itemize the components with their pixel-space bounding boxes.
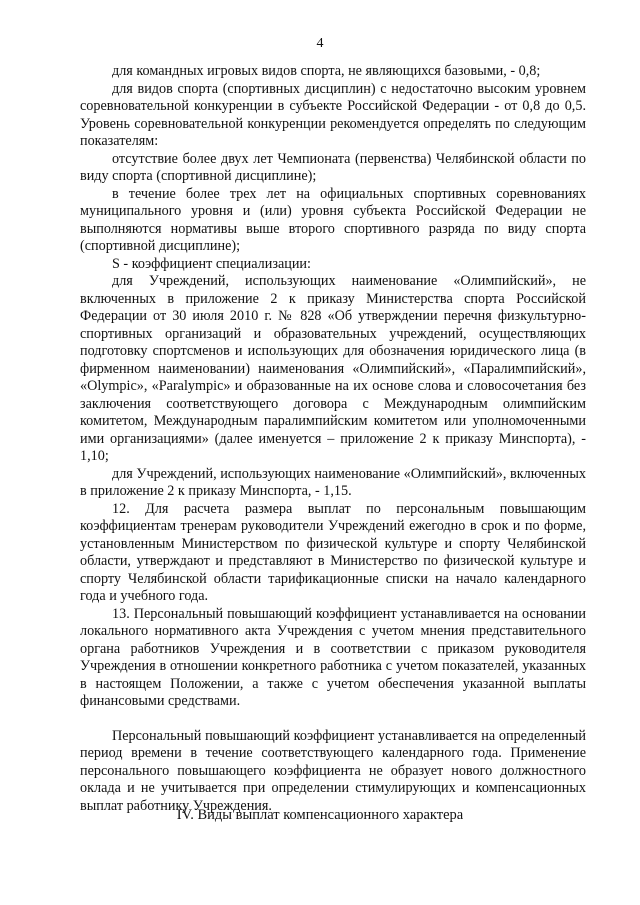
page-number: 4: [316, 36, 324, 51]
paragraph-olympic-included: для Учреждений, использующих наименование «Олимпийский», включенных в приложение 2 к приказу Минспорта, - 1,15.: [80, 465, 586, 499]
paragraph-personal-coefficient: Персональный повышающий коэффициент устанавливается на определенный период времени в течение соответствующего календарного года. Применение персонального повышающего коэффициента не образует нового должностного оклада и не учитывается при определении стимулирующих и компенсационных выплат работнику Учреждения.: [80, 727, 586, 814]
paragraph-no-championship: отсутствие более двух лет Чемпионата (первенства) Челябинской области по виду спорта (спортивной дисциплине);: [80, 150, 586, 184]
paragraph-item-12: 12. Для расчета размера выплат по персональным повышающим коэффициентам тренерам руководители Учреждений ежегодно в срок и по форме, установленным Министерством по физической культуре и спорту Челябинской области, утверждают и представляют в Министерство по физической культуре и спорту Челябинской области тарификационные списки на начало календарного года и учебного года.: [80, 500, 586, 604]
paragraph-low-competition: для видов спорта (спортивных дисциплин) с недостаточно высоким уровнем соревновательной конкуренции в субъекте Российской Федерации - от 0,8 до 0,5. Уровень соревновательной конкуренции рекомендуется определять по следующим показателям:: [80, 80, 586, 149]
paragraph-specialization-coefficient: S - коэффициент специализации:: [112, 255, 311, 272]
paragraph-team-sports: для командных игровых видов спорта, не являющихся базовыми, - 0,8;: [112, 63, 541, 79]
paragraph-item-13: 13. Персональный повышающий коэффициент устанавливается на основании локального нормативного акта Учреждения с учетом мнения представительного органа работников Учреждения и в соответствии с приказом руководителя Учреждения в отношении конкретного работника с учетом показателей, указанных в настоящем Положении, а также с учетом обеспечения указанной выплаты финансовыми средствами.: [80, 605, 586, 709]
section-heading: IV. Виды выплат компенсационного характера: [176, 807, 464, 823]
paragraph-olympic-not-included: для Учреждений, использующих наименование «Олимпийский», не включенных в приложение 2 к приказу Министерства спорта Российской Федерации от 30 июля 2010 г. № 828 «Об утверждении перечня физкультурно-спортивных организаций и образовательных учреждений, осуществляющих подготовку спортсменов и использующих для обозначения юридического лица (в фирменном наименовании) наименования «Олимпийский», «Паралимпийский», «Olympic», «Paralympic» и образованные на их основе слова и словосочетания без заключения соответствующего договора с Международным олимпийским комитетом, Международным паралимпийским комитетом или уполномоченными ими организациями» (далее именуется – приложение 2 к приказу Минспорта), - 1,10;: [80, 273, 586, 464]
paragraph-standards-not-met: в течение более трех лет на официальных спортивных соревнованиях муниципального уровня и (или) уровня субъекта Российской Федерации не выполняются нормативы выше второго спортивного разряда по виду спорта (спортивной дисциплине);: [80, 185, 586, 254]
document-body: [80, 63, 586, 815]
